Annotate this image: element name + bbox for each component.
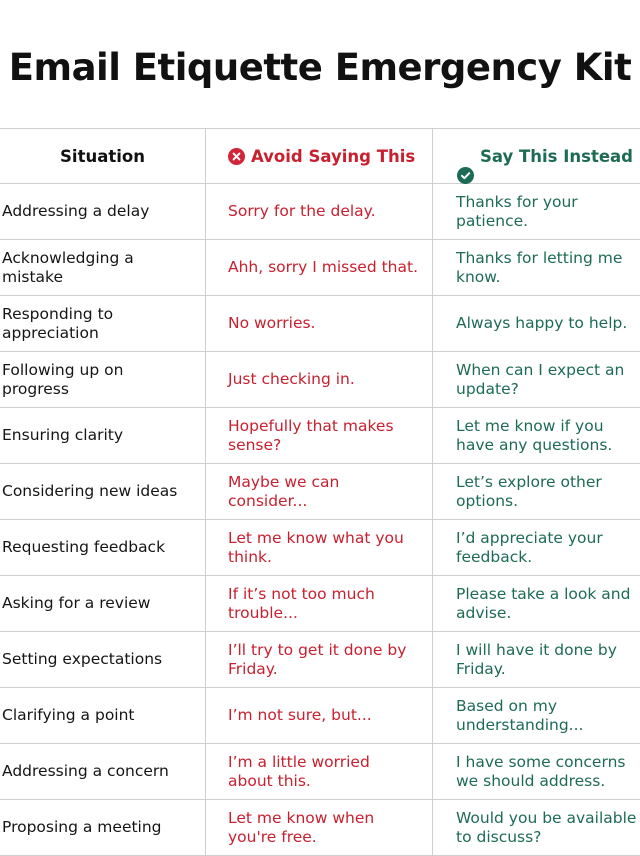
instead-cell: [432, 184, 640, 239]
situation-cell: [0, 520, 205, 575]
avoid-cell: [205, 632, 432, 687]
instead-text: Based on my understanding...: [456, 696, 584, 734]
situation-cell: [0, 296, 205, 351]
avoid-cell: [205, 800, 432, 855]
avoid-header-label: Avoid Saying This: [251, 146, 416, 166]
avoid-cell: [205, 408, 432, 463]
situation-text: Addressing a concern: [2, 762, 169, 780]
table-row: [0, 240, 640, 296]
avoid-cell: [205, 352, 432, 407]
table-row: [0, 464, 640, 520]
instead-text: Please take a look and advise.: [456, 584, 631, 622]
instead-cell: [432, 576, 640, 631]
situation-cell: [0, 632, 205, 687]
avoid-text: Ahh, sorry I missed that.: [228, 258, 418, 276]
instead-cell: [432, 352, 640, 407]
instead-text: I have some concerns we should address.: [456, 752, 626, 790]
instead-text: Always happy to help.: [456, 314, 628, 332]
situation-cell: [0, 240, 205, 295]
instead-text: I will have it done by Friday.: [456, 640, 617, 678]
situation-text: Following up on progress: [2, 360, 124, 398]
instead-text: Let me know if you have any questions.: [456, 416, 613, 454]
table-row: [0, 800, 640, 856]
instead-text: Thanks for letting me know.: [456, 248, 623, 286]
table-row: [0, 352, 640, 408]
instead-text: Would you be available to discuss?: [456, 808, 637, 846]
instead-cell: [432, 520, 640, 575]
avoid-cell: [205, 184, 432, 239]
avoid-cell: [205, 576, 432, 631]
situation-cell: [0, 744, 205, 799]
page-title: Email Etiquette Emergency Kit: [8, 46, 632, 89]
situation-cell: [0, 576, 205, 631]
instead-cell: [432, 408, 640, 463]
instead-header-label: Say This Instead: [480, 146, 633, 166]
avoid-header: [205, 129, 432, 183]
instead-cell: [432, 800, 640, 855]
instead-cell: [432, 688, 640, 743]
avoid-text: Just checking in.: [228, 370, 355, 388]
avoid-text: Maybe we can consider...: [228, 472, 340, 510]
instead-cell: [432, 744, 640, 799]
instead-cell: [432, 464, 640, 519]
avoid-cell: [205, 464, 432, 519]
situation-cell: [0, 800, 205, 855]
avoid-text: Sorry for the delay.: [228, 202, 376, 220]
instead-text: Let’s explore other options.: [456, 472, 602, 510]
check-circle-icon: [457, 148, 474, 165]
avoid-text: If it’s not too much trouble...: [228, 584, 375, 622]
situation-cell: [0, 352, 205, 407]
avoid-cell: [205, 744, 432, 799]
table-row: [0, 744, 640, 800]
situation-text: Ensuring clarity: [2, 426, 124, 444]
instead-cell: [432, 240, 640, 295]
table-row: [0, 576, 640, 632]
situation-text: Requesting feedback: [2, 538, 166, 556]
table-header-row: [0, 128, 640, 184]
situation-cell: [0, 464, 205, 519]
instead-text: When can I expect an update?: [456, 360, 625, 398]
avoid-text: Let me know what you think.: [228, 528, 404, 566]
situation-text: Proposing a meeting: [2, 818, 162, 836]
table-row: [0, 520, 640, 576]
situation-text: Responding to appreciation: [2, 304, 114, 342]
avoid-text: No worries.: [228, 314, 316, 332]
avoid-text: I’m not sure, but...: [228, 706, 372, 724]
table-row: [0, 688, 640, 744]
avoid-text: Let me know when you're free.: [228, 808, 375, 846]
situation-cell: [0, 184, 205, 239]
table-row: [0, 408, 640, 464]
table-row: [0, 184, 640, 240]
instead-cell: [432, 296, 640, 351]
situation-cell: [0, 408, 205, 463]
instead-cell: [432, 632, 640, 687]
situation-text: Addressing a delay: [2, 202, 150, 220]
table-row: [0, 296, 640, 352]
situation-text: Asking for a review: [2, 594, 151, 612]
situation-text: Setting expectations: [2, 650, 163, 668]
instead-header: [432, 129, 640, 183]
avoid-cell: [205, 296, 432, 351]
avoid-text: I’ll try to get it done by Friday.: [228, 640, 407, 678]
x-circle-icon: [228, 148, 245, 165]
situation-text: Considering new ideas: [2, 482, 178, 500]
situation-cell: [0, 688, 205, 743]
avoid-text: I’m a little worried about this.: [228, 752, 370, 790]
situation-header: Situation: [60, 146, 145, 166]
instead-text: I’d appreciate your feedback.: [456, 528, 603, 566]
instead-text: Thanks for your patience.: [456, 192, 578, 230]
situation-text: Acknowledging a mistake: [2, 248, 134, 286]
avoid-cell: [205, 240, 432, 295]
avoid-cell: [205, 688, 432, 743]
situation-text: Clarifying a point: [2, 706, 135, 724]
avoid-cell: [205, 520, 432, 575]
avoid-text: Hopefully that makes sense?: [228, 416, 394, 454]
table-row: [0, 632, 640, 688]
etiquette-table: [0, 128, 640, 856]
table-body: [0, 184, 640, 856]
